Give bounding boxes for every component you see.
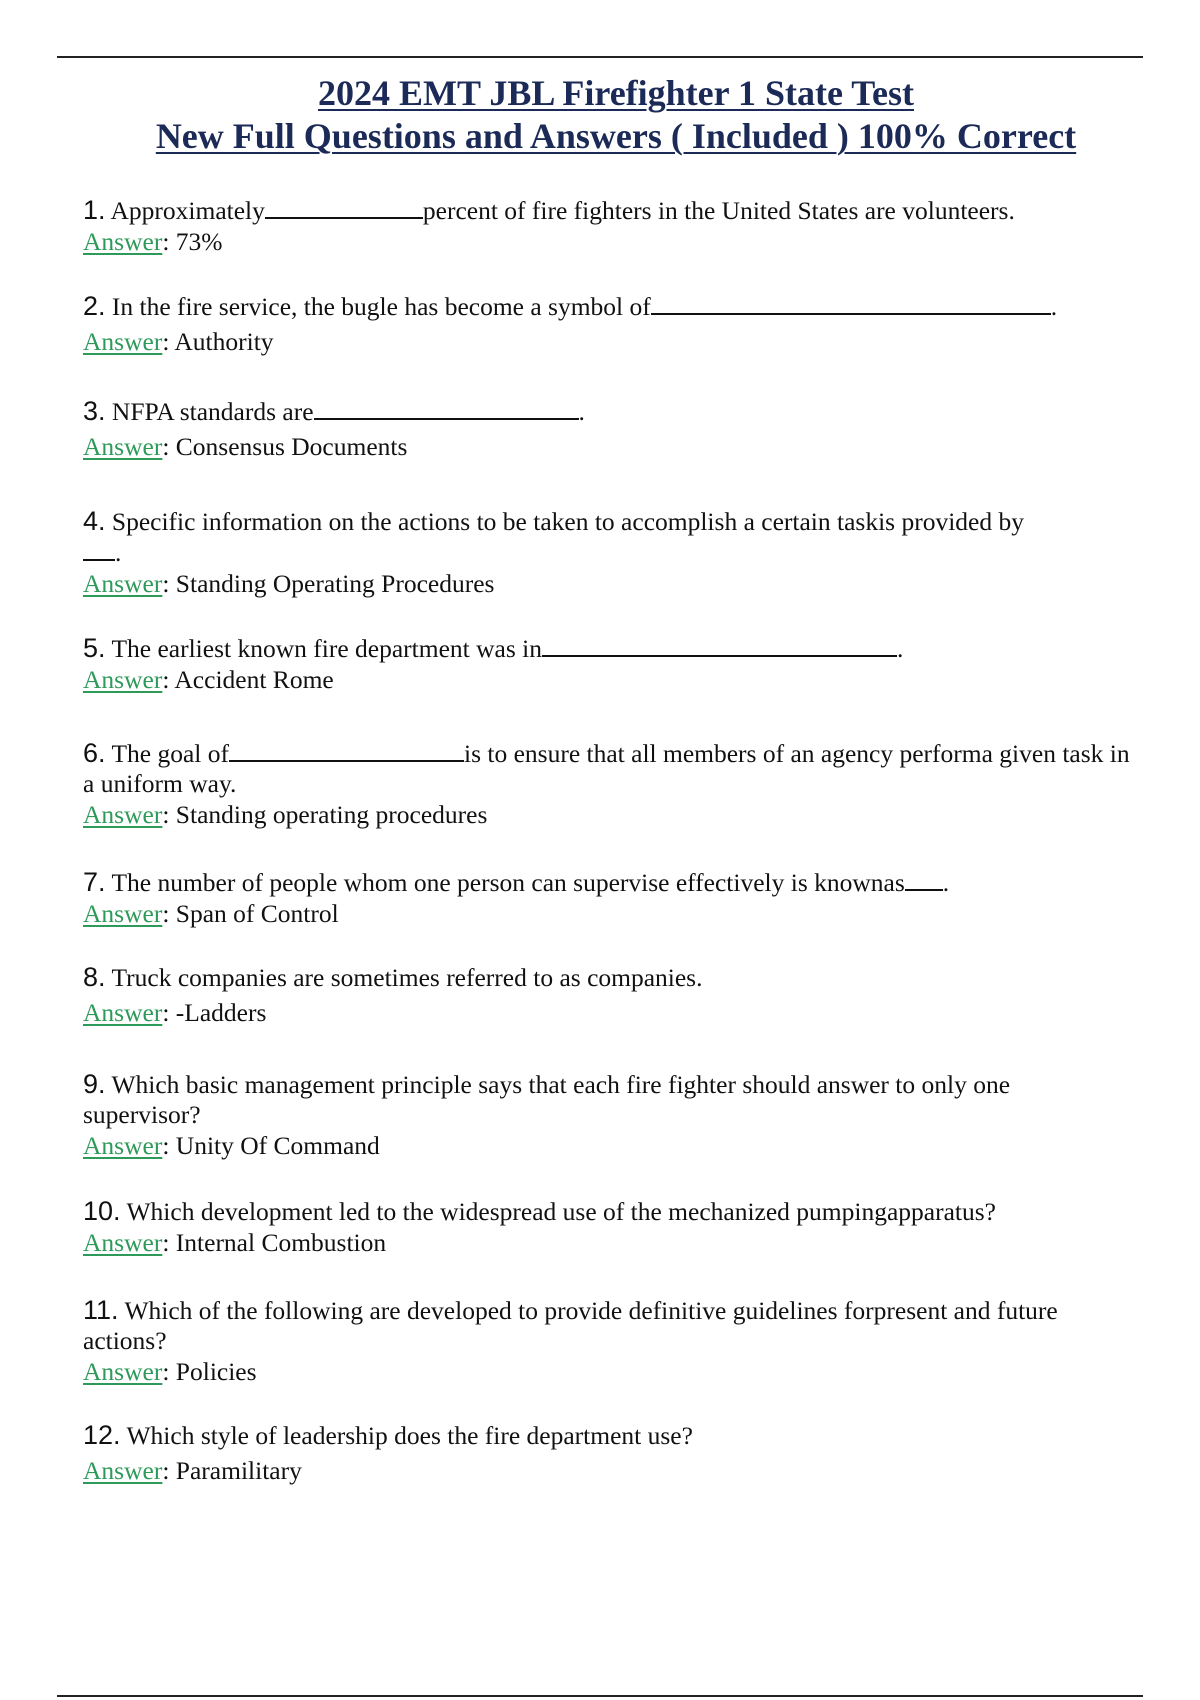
question-text: [83, 291, 1133, 322]
question-prompt-end: .: [115, 538, 122, 567]
question-text: [83, 506, 1133, 568]
question-prompt-end: percent of fire fighters in the United States are volunteers.: [422, 196, 1015, 225]
answer-line: Answer: Consensus Documents: [83, 432, 408, 461]
question-text: [83, 396, 1133, 427]
answer-text: Internal Combustion: [175, 1228, 387, 1257]
answer-line: Answer: -Ladders: [83, 998, 267, 1027]
question-6: [83, 738, 1133, 830]
bottom-rule: [57, 1695, 1143, 1697]
question-number: 6.: [83, 738, 106, 768]
answer-blank: [314, 396, 579, 420]
question-number: 1.: [83, 195, 106, 225]
question-prompt: Approximately: [110, 196, 265, 225]
document-title: [0, 72, 1200, 158]
answer-text: Standing operating procedures: [175, 800, 488, 829]
answer-line: Answer: Span of Control: [83, 899, 339, 928]
top-rule: [57, 56, 1143, 58]
question-prompt-end: .: [942, 868, 950, 897]
answer-text: -Ladders: [175, 998, 267, 1027]
answer-line: Answer: Internal Combustion: [83, 1228, 387, 1257]
answer-blank: [265, 195, 423, 219]
answer-blank: [229, 738, 464, 762]
answer-blank: [905, 867, 943, 891]
answer-text: Span of Control: [175, 899, 339, 928]
answer-label: Answer: [83, 432, 163, 461]
question-9: [83, 1069, 1133, 1161]
answer-line: Answer: Authority: [83, 327, 274, 356]
title-line-2: New Full Questions and Answers ( Included ) 100% Correct: [155, 116, 1077, 156]
answer-label: Answer: [83, 998, 163, 1027]
answer-text: Unity Of Command: [175, 1131, 380, 1160]
question-prompt: The goal of: [111, 739, 229, 768]
question-number: 2.: [83, 291, 106, 321]
answer-line: Answer: Paramilitary: [83, 1456, 302, 1485]
question-prompt-end: .: [578, 397, 585, 426]
question-number: 5.: [83, 633, 106, 663]
answer-line: Answer: Unity Of Command: [83, 1131, 380, 1160]
answer-text: 73%: [175, 227, 223, 256]
question-4: [83, 506, 1133, 599]
answer-label: Answer: [83, 327, 163, 356]
question-text: [83, 738, 1133, 799]
answer-label: Answer: [83, 1357, 163, 1386]
question-text: [83, 867, 1133, 898]
question-number: 12.: [83, 1420, 121, 1450]
question-text: [83, 1420, 1133, 1451]
question-number: 8.: [83, 962, 106, 992]
question-number: 10.: [83, 1196, 121, 1226]
question-prompt: Which development led to the widespread use of the mechanized pumpingapparatus?: [126, 1197, 996, 1226]
answer-line: Answer: Standing operating procedures: [83, 800, 488, 829]
question-text: [83, 633, 1133, 664]
question-2: [83, 291, 1133, 357]
question-7: [83, 867, 1133, 929]
answer-line: Answer: 73%: [83, 227, 223, 256]
answer-label: Answer: [83, 665, 163, 694]
question-prompt: Which basic management principle says that each fire fighter should answer to only one supervisor?: [83, 1070, 1011, 1129]
question-text: [83, 195, 1133, 226]
answer-label: Answer: [83, 1228, 163, 1257]
answer-text: Standing Operating Procedures: [175, 569, 495, 598]
answer-line: Answer: Standing Operating Procedures: [83, 569, 495, 598]
answer-text: Policies: [175, 1357, 257, 1386]
question-number: 11.: [83, 1295, 119, 1325]
question-text: [83, 1196, 1133, 1227]
question-number: 9.: [83, 1069, 106, 1099]
answer-blank: [83, 537, 115, 561]
question-11: [83, 1295, 1133, 1387]
question-text: [83, 962, 1133, 993]
answer-label: Answer: [83, 899, 163, 928]
answer-text: Paramilitary: [175, 1456, 302, 1485]
question-prompt: Truck companies are sometimes referred to as companies.: [111, 963, 703, 992]
answer-text: Authority: [174, 327, 274, 356]
question-10: [83, 1196, 1133, 1258]
question-prompt: In the fire service, the bugle has become a symbol of: [111, 292, 651, 321]
question-8: [83, 962, 1133, 1028]
answer-text: Consensus Documents: [175, 432, 408, 461]
question-prompt: Which style of leadership does the fire department use?: [126, 1421, 693, 1450]
answer-line: Answer: Policies: [83, 1357, 257, 1386]
question-1: [83, 195, 1133, 257]
question-text: [83, 1295, 1133, 1356]
answer-label: Answer: [83, 569, 163, 598]
question-number: 4.: [83, 506, 106, 536]
answer-label: Answer: [83, 800, 163, 829]
answer-label: Answer: [83, 1131, 163, 1160]
answer-text: Accident Rome: [174, 665, 334, 694]
question-12: [83, 1420, 1133, 1486]
question-prompt: Specific information on the actions to be taken to accomplish a certain taskis provided by: [111, 507, 1024, 536]
answer-label: Answer: [83, 1456, 163, 1485]
question-prompt: Which of the following are developed to provide definitive guidelines forpresent and future actions?: [83, 1296, 1058, 1355]
answer-label: Answer: [83, 227, 163, 256]
question-prompt-end: .: [896, 634, 904, 663]
question-text: [83, 1069, 1133, 1130]
question-prompt-end: .: [1050, 292, 1058, 321]
question-prompt: The earliest known fire department was in: [111, 634, 542, 663]
question-prompt: NFPA standards are: [111, 397, 314, 426]
question-number: 7.: [83, 867, 106, 897]
answer-blank: [651, 291, 1051, 315]
title-line-1: 2024 EMT JBL Firefighter 1 State Test: [317, 73, 914, 113]
question-prompt: The number of people whom one person can supervise effectively is knownas: [111, 868, 905, 897]
question-5: [83, 633, 1133, 695]
question-number: 3.: [83, 396, 106, 426]
question-prompt-end: is to ensure that all members of an agency performa given task in a uniform way.: [83, 739, 1130, 798]
question-3: [83, 396, 1133, 462]
answer-line: Answer: Accident Rome: [83, 665, 334, 694]
answer-blank: [542, 633, 897, 657]
